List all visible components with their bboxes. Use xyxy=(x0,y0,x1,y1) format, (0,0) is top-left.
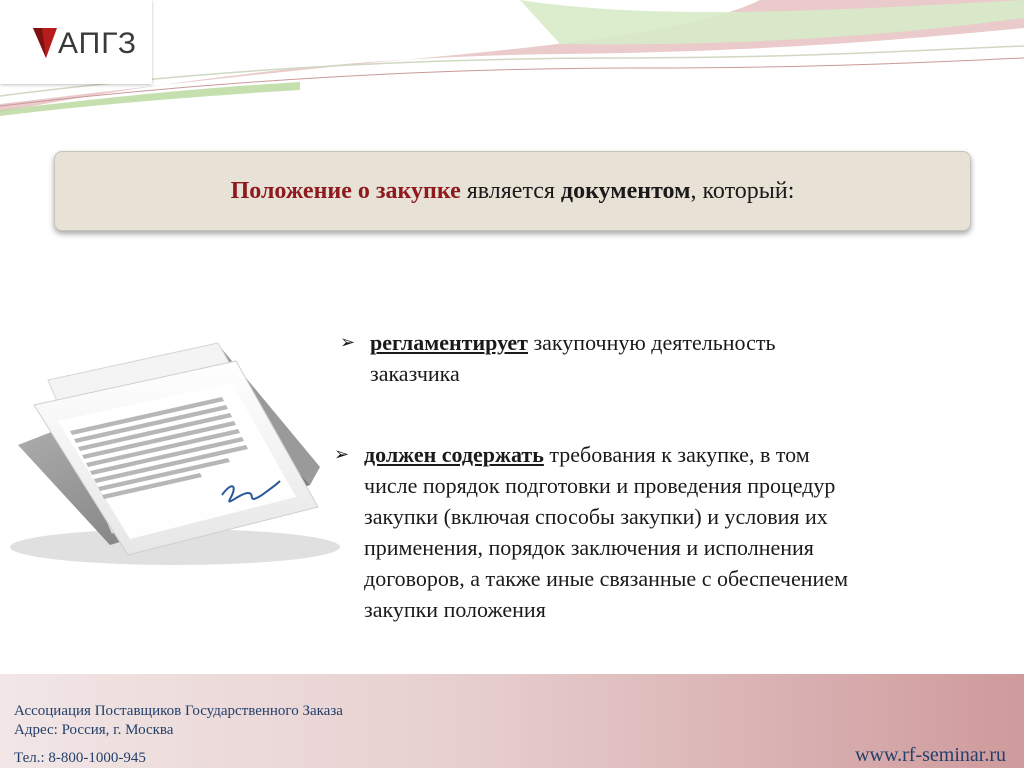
logo-text: АПГЗ xyxy=(58,27,137,60)
heading-box xyxy=(54,151,971,231)
bullet-body xyxy=(370,327,775,389)
bullet-line xyxy=(370,327,775,358)
bullet-key-term: регламентирует xyxy=(370,330,528,355)
bullet-text: закупочную деятельность xyxy=(527,330,776,355)
arrowhead-bullet-icon: ➢ xyxy=(340,332,356,353)
bullet-line xyxy=(364,439,848,470)
document-stack-icon xyxy=(0,335,345,575)
bullet-body xyxy=(364,439,848,625)
heading-part-plain: является xyxy=(460,177,561,204)
red-triangle-logo-icon xyxy=(33,28,57,58)
arrowhead-bullet-icon: ➢ xyxy=(334,444,350,465)
heading-text xyxy=(231,178,795,205)
bullet-must-contain xyxy=(334,439,1014,629)
header-swoosh-decoration xyxy=(0,0,1024,130)
bullet-line: закупки (включая способы закупки) и условия их xyxy=(364,504,828,529)
logo xyxy=(0,0,152,84)
footer-phone: Тел.: 8-800-1000-945 xyxy=(14,750,146,766)
bullet-key-term: должен содержать xyxy=(364,442,544,467)
bullet-regulates xyxy=(340,327,940,391)
heading-part-bold: документом xyxy=(560,177,691,204)
bullet-line: числе порядок подготовки и проведения процедур xyxy=(364,473,836,498)
bullet-line: заказчика xyxy=(370,361,460,386)
footer-website-link[interactable]: www.rf-seminar.ru xyxy=(855,744,1006,766)
footer xyxy=(0,674,1024,768)
heading-part-end: , который: xyxy=(690,177,795,204)
heading-part-accent: Положение о закупке xyxy=(230,177,461,204)
footer-organization: Ассоциация Поставщиков Государственного Заказа xyxy=(14,703,343,719)
bullet-line: применения, порядок заключения и исполнения xyxy=(364,535,814,560)
bullet-text: требования к закупке, в том xyxy=(543,442,810,467)
footer-address: Адрес: Россия, г. Москва xyxy=(14,722,174,738)
bullet-line: договоров, а также иные связанные с обеспечением xyxy=(364,566,848,591)
bullet-line: закупки положения xyxy=(364,597,546,622)
